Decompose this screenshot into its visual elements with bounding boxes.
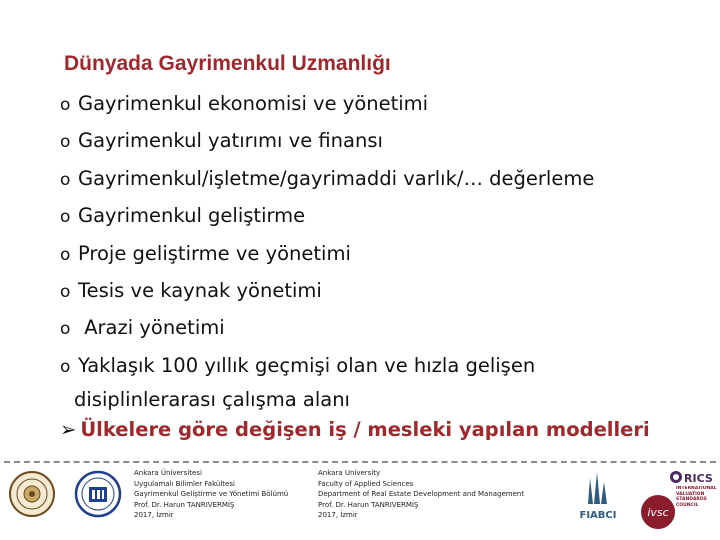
footer-divider [4, 461, 716, 463]
bullet-item: o Gayrimenkul yatırımı ve finansı [60, 123, 594, 160]
slide-heading: Dünyada Gayrimenkul Uzmanlığı [64, 52, 391, 75]
bullet-marker: o [60, 244, 71, 265]
bullet-marker: o [60, 319, 71, 340]
bullet-marker: o [60, 356, 71, 377]
fiabci-logo [566, 468, 630, 524]
ivsc-logo-text: ivsc [647, 506, 669, 519]
bullet-item: o Tesis ve kaynak yönetimi [60, 273, 594, 310]
arrow-bullet [60, 418, 650, 441]
bullet-list [60, 86, 594, 415]
fiabci-logo-text: FIABCI [579, 510, 617, 521]
bullet-marker: o [60, 95, 71, 115]
faculty-logo-icon [74, 470, 122, 518]
bullet-marker: o [60, 132, 71, 153]
bullet-marker: o [60, 282, 71, 303]
bullet-item: o Gayrimenkul geliştirme [60, 198, 594, 235]
rics-logo-text: RICS [684, 472, 713, 485]
bullet-item: o Gayrimenkul ekonomisi ve yönetimi [60, 86, 594, 123]
rics-logo [666, 468, 718, 520]
bullet-item: o Yaklaşık 100 yıllık geçmişi olan ve hızla gelişen disiplinlerarası çalışma alanı [60, 348, 594, 415]
bullet-marker: o [60, 169, 71, 190]
footer-turkish-info: Ankara Üniversitesi Uygulamalı Bilimler Fakültesi Gayrimenkul Geliştirme ve Yönetimi Bölümü Prof. Dr. Harun TANRIVERMİŞ 2017, İzmir [134, 469, 289, 519]
bullet-marker: o [60, 207, 71, 228]
bullet-continuation: disiplinlerarası çalışma alanı [74, 388, 350, 412]
bullet-item: o Gayrimenkul/işletme/gayrimaddi varlık/… değerleme [60, 161, 594, 198]
footer-english-info: Ankara University Faculty of Applied Sciences Department of Real Estate Development and Management Prof. Dr. Harun TANRIVERMİŞ 2017, İzmir [318, 469, 525, 519]
bullet-item: o Proje geliştirme ve yönetimi [60, 236, 594, 273]
ivsc-full-name: INTERNATIONAL VALUATION STANDARDS COUNCIL [676, 486, 717, 508]
arrow-bullet-text: Ülkelere göre değişen iş / mesleki yapılan modelleri [80, 418, 650, 441]
arrow-bullet-icon: ➢ [60, 418, 77, 441]
ankara-university-seal-icon [8, 470, 56, 518]
bullet-item: o Arazi yönetimi [60, 310, 594, 347]
